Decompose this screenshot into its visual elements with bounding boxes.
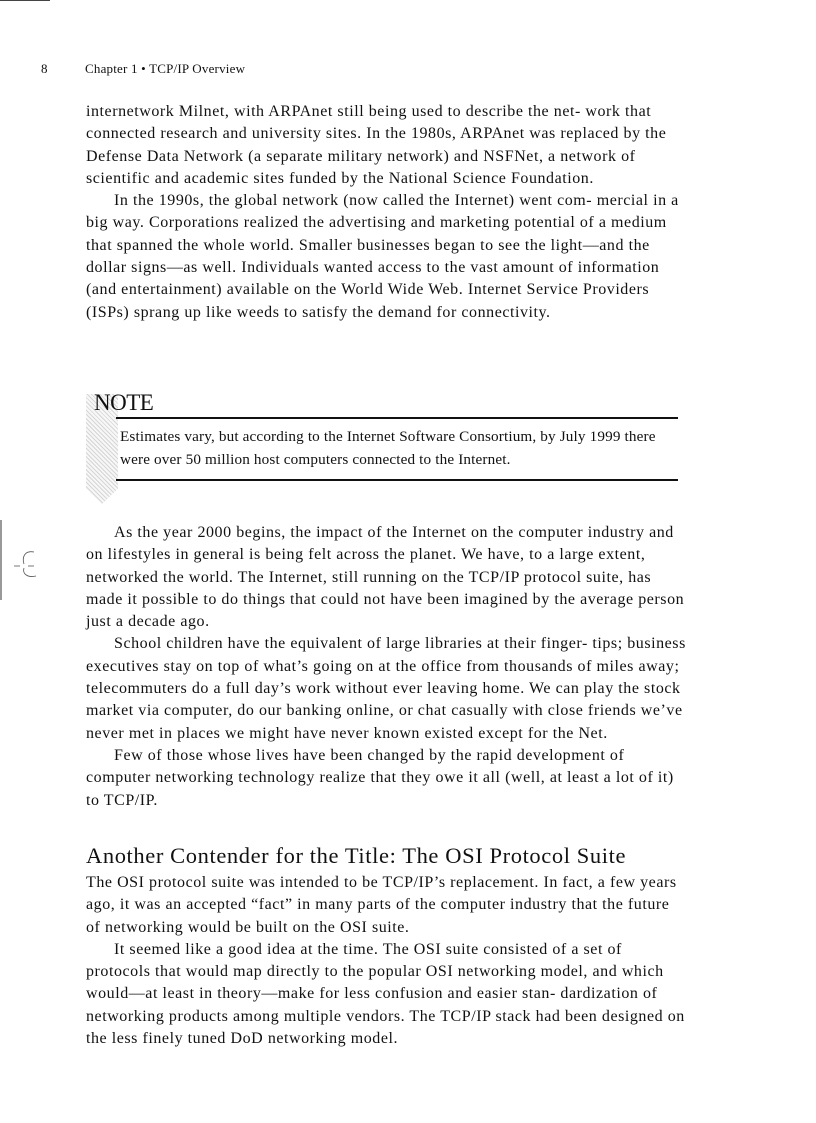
body-section-top [86,101,686,324]
note-box [86,388,680,516]
paragraph: internetwork Milnet, with ARPAnet still being used to describe the net- work that connected research and university sites. In the 1980s, ARPAnet was replaced by the Defense Data Network (a separate military network) and NSFNet, a network of scientific and academic sites funded by the National Science Foundation. [86,103,667,187]
paragraph: Few of those whose lives have been changed by the rapid development of computer networking technology realize that they owe it all (well, at least a lot of it) to TCP/IP. [86,746,674,809]
note-title: NOTE [94,390,154,415]
section-heading: Another Contender for the Title: The OSI Protocol Suite [86,843,627,868]
paragraph: It seemed like a good idea at the time. The OSI suite consisted of a set of protocols that would map directly to the popular OSI networking model, and which would—at least in theory—make for less confusion and easier stan- dardization of networking products among multiple vendors. The TCP/IP stack had been designed on the less finely tuned DoD networking model. [86,940,685,1048]
body-section-bottom [86,872,686,1050]
paragraph: The OSI protocol suite was intended to be TCP/IP’s replacement. In fact, a few years ago, it was an accepted “fact” in many parts of the computer industry that the future of networking would be built on the OSI suite. [86,874,677,936]
note-bottom-rule [116,479,678,481]
corner-crop-rule [0,0,50,1]
note-text: Estimates vary, but according to the Internet Software Consortium, by July 1999 there were over 50 million host computers connected to the Internet. [120,428,656,468]
running-title: Chapter 1 • TCP/IP Overview [85,61,246,76]
page-number: 8 [41,61,48,76]
running-header [41,61,245,77]
note-top-rule [116,417,678,419]
paragraph: As the year 2000 begins, the impact of the Internet on the computer industry and on lifestyles in general is being felt across the planet. We have, to a large extent, networked the world. The Internet, still running on the TCP/IP protocol suite, has made it possible to do things that could not have been imagined by the average person just a decade ago. [86,524,685,631]
body-section-middle [86,522,686,812]
paragraph: School children have the equivalent of large libraries at their finger- tips; business executives stay on top of what’s going on at the office from thousands of miles away; telecommuters do a full day’s work without ever leaving home. We can play the stock market via computer, do our banking online, or chat casually with close friends we’ve never met in places we might have never known existed except for the Net. [86,635,686,742]
paragraph: In the 1990s, the global network (now called the Internet) went com- mercial in a big way. Corporations realized the advertising and marketing potential of a medium that spanned the whole world. Smaller businesses began to see the light—and the dollar signs—as well. Individuals wanted access to the vast amount of information (and entertainment) available on the World Wide Web. Internet Service Providers (ISPs) sprang up like weeds to satisfy the demand for connectivity. [86,192,679,321]
margin-change-bar-icon [0,520,40,600]
